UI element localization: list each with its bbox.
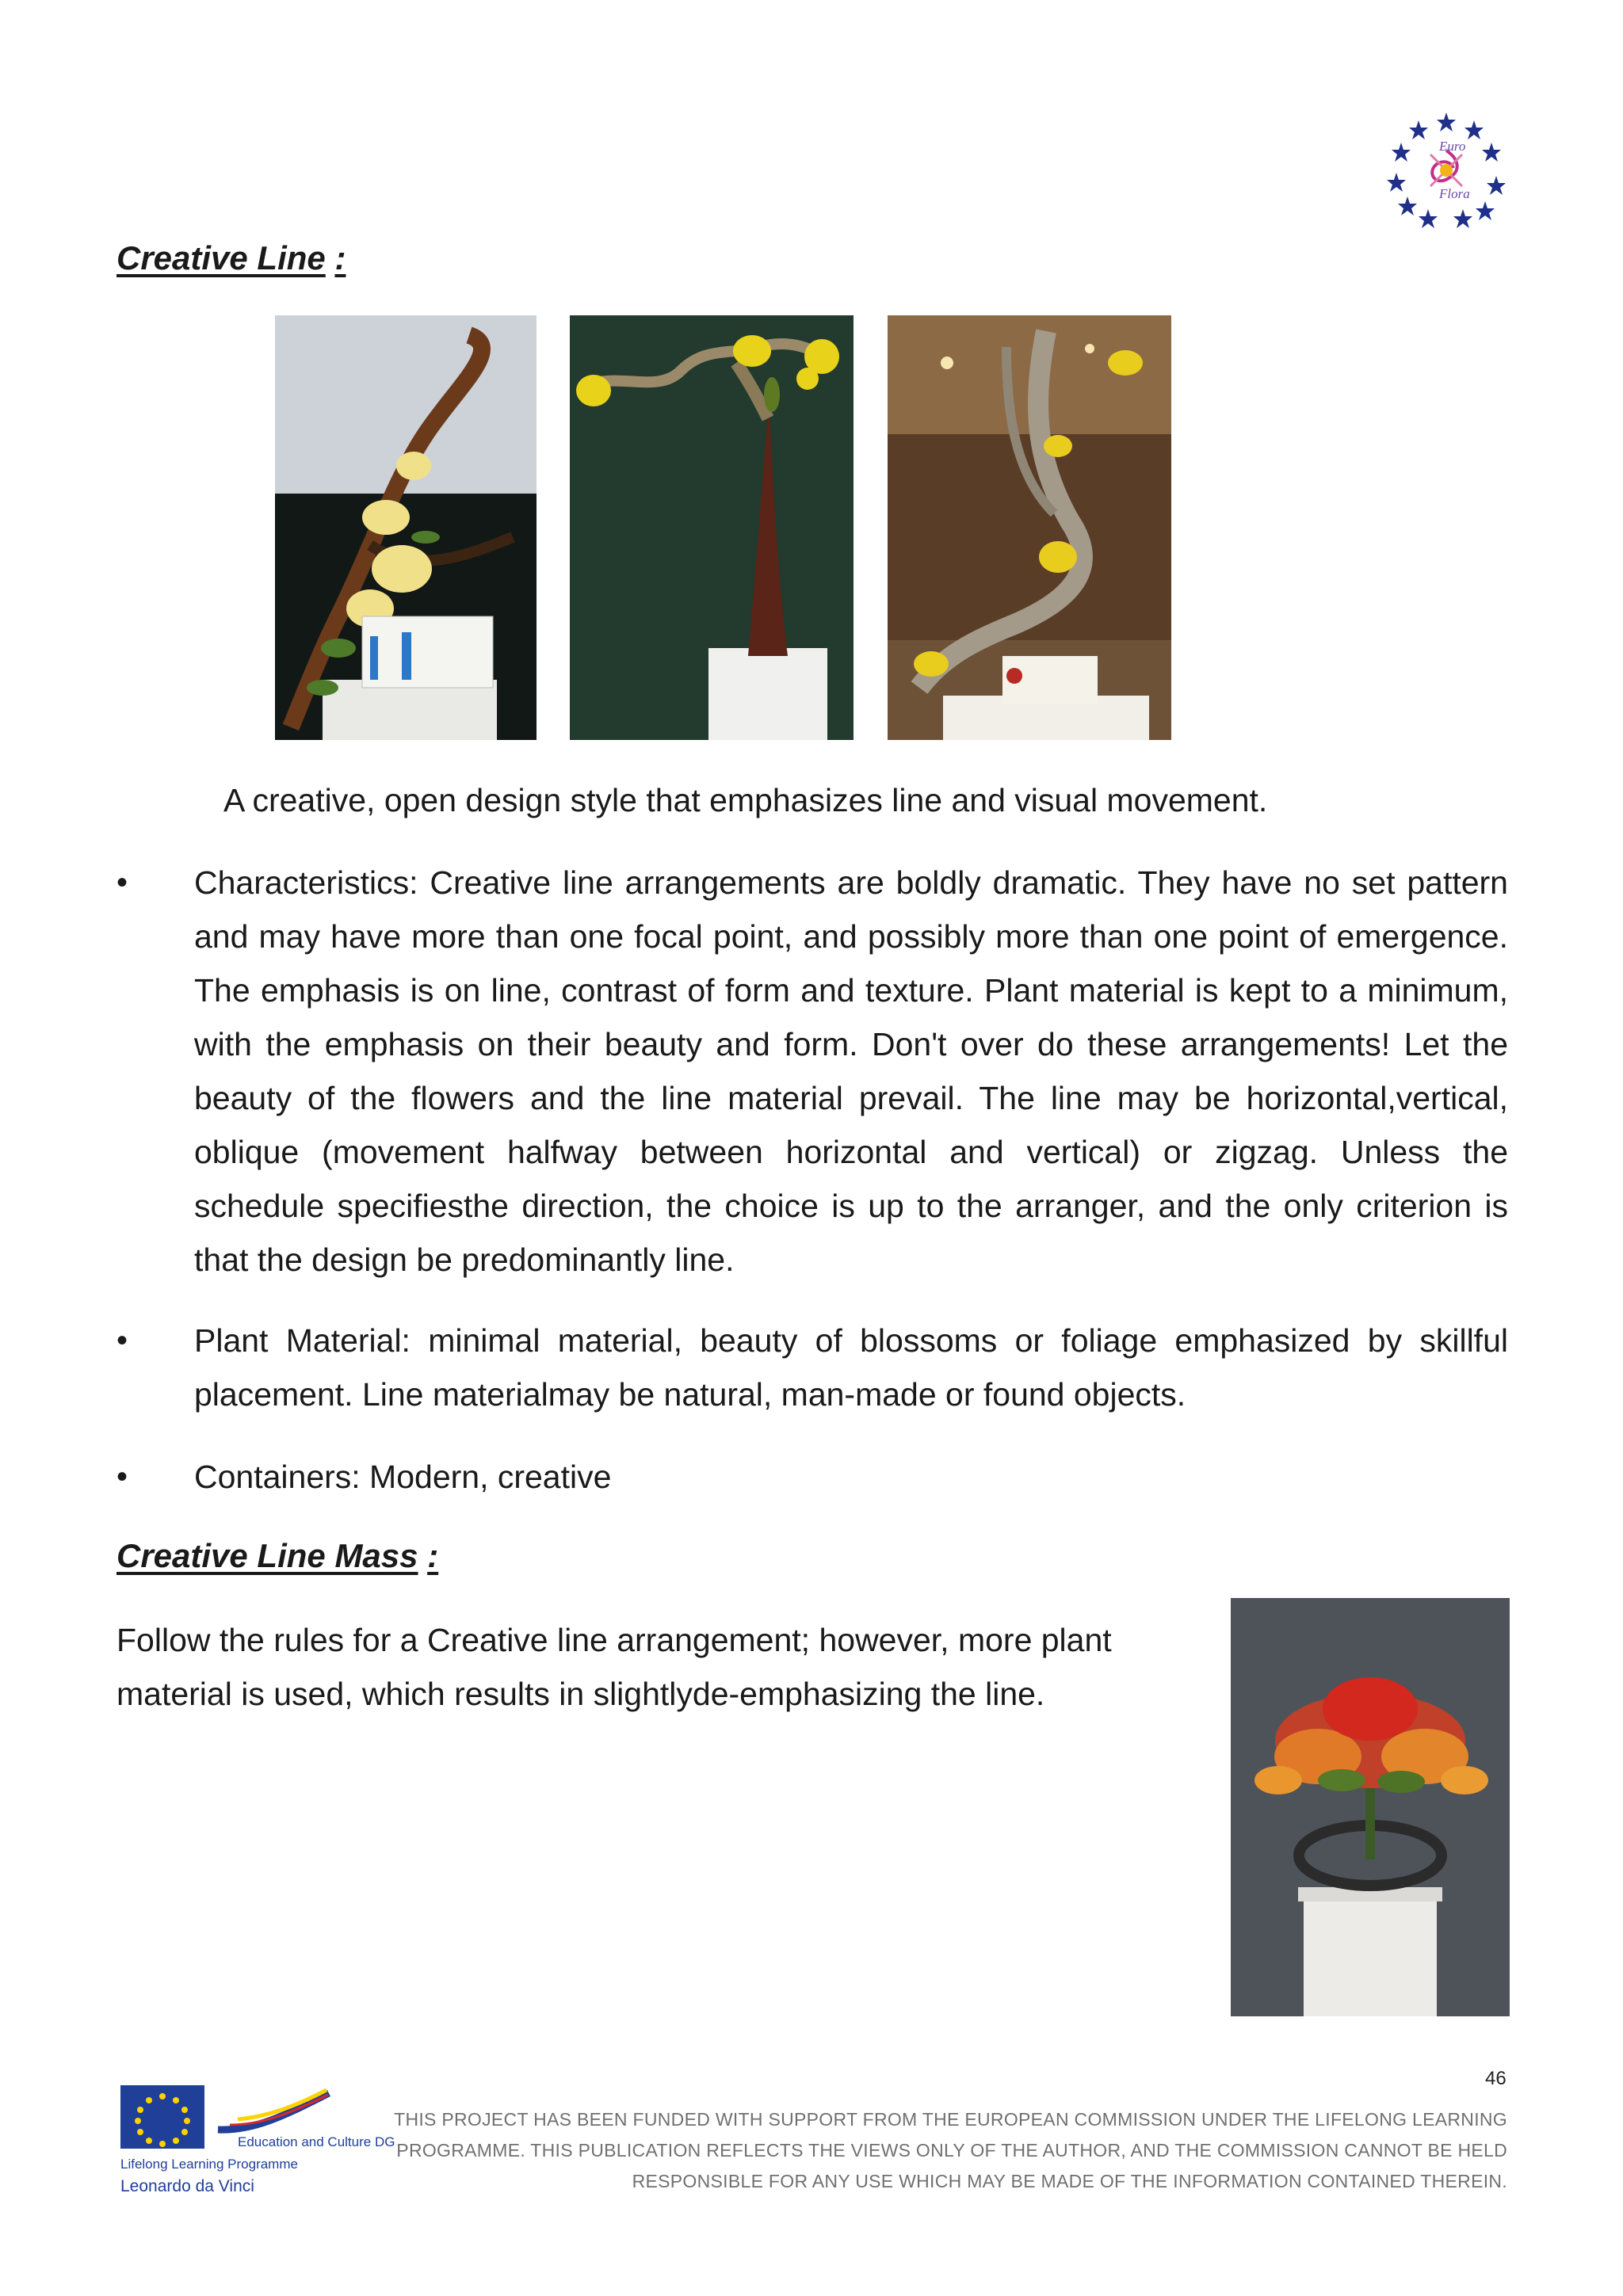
heading-text: Creative Line — [116, 239, 326, 277]
section1-caption: A creative, open design style that emphasizes line and visual movement. — [223, 782, 1268, 818]
heading-colon: : — [427, 1537, 439, 1574]
page-number: 46 — [1485, 2068, 1507, 2089]
bullet-containers: Containers: Modern, creative — [194, 1459, 612, 1495]
disclaimer-line-2: PROGRAMME. THIS PUBLICATION REFLECTS THE VIEWS ONLY OF THE AUTHOR, AND THE COMMISSION CANNOT BE HELD — [396, 2140, 1507, 2161]
heading-colon: : — [334, 239, 346, 277]
svg-text:Euro: Euro — [1439, 139, 1466, 154]
bullet-dot-3: • — [116, 1459, 128, 1494]
funding-disclaimer — [350, 2104, 1507, 2197]
photo-creative-line-2 — [570, 315, 854, 740]
disclaimer-line-3: RESPONSIBLE FOR ANY USE WHICH MAY BE MADE OF THE INFORMATION CONTAINED THEREIN. — [632, 2171, 1507, 2191]
section-heading-creative-line-mass — [116, 1537, 438, 1575]
eu-programme-label: Lifelong Learning Programme — [120, 2157, 298, 2172]
disclaimer-line-1: THIS PROJECT HAS BEEN FUNDED WITH SUPPORT FROM THE EUROPEAN COMMISSION UNDER THE LIFELONG LEARNING — [394, 2109, 1507, 2130]
photo-creative-line-3 — [888, 315, 1171, 740]
photo-creative-line-mass — [1231, 1598, 1510, 2016]
bullet-characteristics: Characteristics: Creative line arrangements are boldly dramatic. They have no set pattern and may have more than one focal point, and possibly more than one point of emergence. The emphasis is on line, contrast of form and texture. Plant material is kept to a minimum, with the emphasis on their beauty and form. Don't over do these arrangements! Let the beauty of the flowers and the line material prevail. The line may be horizontal,vertical, oblique (movement halfway between horizontal and vertical) or zigzag. Unless the schedule specifiesthe direction, the choice is up to the arranger, and the only criterion is that the design be predominantly line. — [194, 864, 1508, 1278]
svg-text:Flora: Flora — [1439, 186, 1470, 201]
eu-lifelong-learning-logo — [119, 2084, 395, 2206]
bullet-plant-material: Plant Material: minimal material, beauty of blossoms or foliage emphasized by skillful placement. Line materialmay be natural, man-made or found objects. — [194, 1322, 1508, 1413]
bullet-dot-1: • — [116, 865, 128, 900]
section2-paragraph: Follow the rules for a Creative line arrangement; however, more plant material is used, which results in slightlyde-emphasizing the line. — [116, 1622, 1112, 1712]
heading-text: Creative Line Mass — [116, 1537, 418, 1574]
bullet-dot-2: • — [116, 1323, 128, 1358]
euro-flora-logo — [1387, 111, 1506, 230]
section-heading-creative-line — [116, 239, 346, 277]
eu-dg-label: Education and Culture DG — [238, 2134, 395, 2149]
photo-creative-line-1 — [275, 315, 537, 740]
eu-subprogramme-label: Leonardo da Vinci — [120, 2177, 254, 2195]
